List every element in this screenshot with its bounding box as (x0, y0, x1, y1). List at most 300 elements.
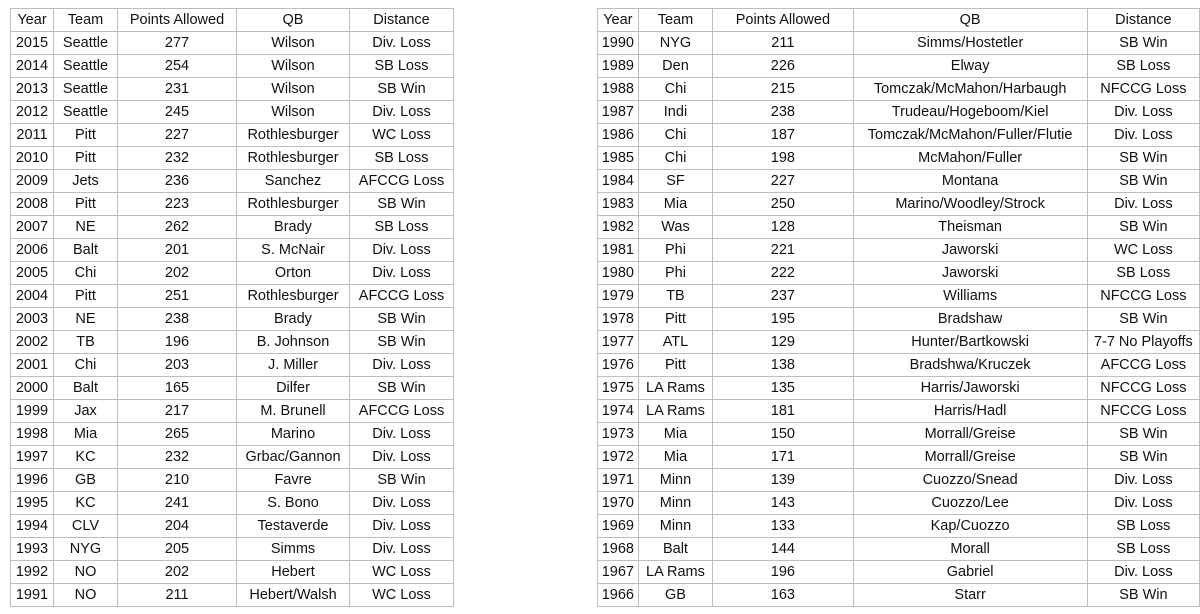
points-allowed-cell: 227 (713, 170, 853, 193)
table-row (598, 193, 1200, 216)
distance-cell: Div. Loss (350, 262, 454, 285)
table-row (11, 308, 454, 331)
points-allowed-cell: 133 (713, 515, 853, 538)
year-cell: 1992 (11, 561, 54, 584)
qb-cell: Simms/Hostetler (853, 32, 1087, 55)
year-cell: 1993 (11, 538, 54, 561)
team-cell: Minn (638, 492, 713, 515)
qb-cell: B. Johnson (237, 331, 350, 354)
distance-cell: SB Loss (1087, 55, 1199, 78)
left-table-header (11, 9, 454, 32)
header-distance: Distance (1087, 9, 1199, 32)
points-allowed-cell: 202 (118, 561, 237, 584)
year-cell: 1988 (598, 78, 639, 101)
distance-cell: SB Win (350, 377, 454, 400)
qb-cell: Jaworski (853, 262, 1087, 285)
header-year: Year (598, 9, 639, 32)
distance-cell: SB Loss (350, 55, 454, 78)
team-cell: Pitt (638, 308, 713, 331)
points-allowed-cell: 128 (713, 216, 853, 239)
table-row (11, 101, 454, 124)
table-row (11, 469, 454, 492)
team-cell: Was (638, 216, 713, 239)
qb-cell: Marino (237, 423, 350, 446)
team-cell: LA Rams (638, 561, 713, 584)
distance-cell: Div. Loss (350, 538, 454, 561)
header-team: Team (638, 9, 713, 32)
year-cell: 1979 (598, 285, 639, 308)
year-cell: 2009 (11, 170, 54, 193)
table-row (598, 538, 1200, 561)
points-allowed-cell: 195 (713, 308, 853, 331)
qb-cell: S. Bono (237, 492, 350, 515)
points-allowed-cell: 211 (713, 32, 853, 55)
distance-cell: SB Win (350, 193, 454, 216)
qb-cell: Hebert/Walsh (237, 584, 350, 607)
distance-cell: WC Loss (350, 124, 454, 147)
year-cell: 1995 (11, 492, 54, 515)
year-cell: 2000 (11, 377, 54, 400)
qb-cell: S. McNair (237, 239, 350, 262)
qb-cell: Harris/Hadl (853, 400, 1087, 423)
points-allowed-cell: 198 (713, 147, 853, 170)
points-allowed-cell: 135 (713, 377, 853, 400)
qb-cell: Rothlesburger (237, 193, 350, 216)
table-row (11, 32, 454, 55)
year-cell: 1968 (598, 538, 639, 561)
qb-cell: Rothlesburger (237, 124, 350, 147)
team-cell: NYG (638, 32, 713, 55)
table-row (598, 377, 1200, 400)
qb-cell: Morrall/Greise (853, 446, 1087, 469)
year-cell: 2008 (11, 193, 54, 216)
year-cell: 2006 (11, 239, 54, 262)
team-cell: Jax (54, 400, 118, 423)
points-allowed-cell: 227 (118, 124, 237, 147)
team-cell: Balt (54, 377, 118, 400)
header-points-allowed: Points Allowed (713, 9, 853, 32)
team-cell: Chi (54, 262, 118, 285)
qb-cell: Starr (853, 584, 1087, 607)
table-row (598, 262, 1200, 285)
qb-cell: Williams (853, 285, 1087, 308)
team-cell: Chi (54, 354, 118, 377)
year-cell: 2004 (11, 285, 54, 308)
team-cell: Seattle (54, 32, 118, 55)
year-cell: 1999 (11, 400, 54, 423)
qb-cell: Gabriel (853, 561, 1087, 584)
points-allowed-cell: 238 (713, 101, 853, 124)
table-row (11, 78, 454, 101)
table-row (11, 584, 454, 607)
team-cell: Phi (638, 262, 713, 285)
distance-cell: SB Win (350, 78, 454, 101)
team-cell: NYG (54, 538, 118, 561)
year-cell: 1980 (598, 262, 639, 285)
qb-cell: Rothlesburger (237, 147, 350, 170)
year-cell: 2002 (11, 331, 54, 354)
year-cell: 1996 (11, 469, 54, 492)
right-table-body (598, 32, 1200, 607)
team-cell: KC (54, 446, 118, 469)
team-cell: ATL (638, 331, 713, 354)
points-allowed-cell: 262 (118, 216, 237, 239)
team-cell: Mia (638, 446, 713, 469)
year-cell: 1981 (598, 239, 639, 262)
table-row (11, 262, 454, 285)
table-row (598, 492, 1200, 515)
year-cell: 1991 (11, 584, 54, 607)
table-row (598, 78, 1200, 101)
distance-cell: SB Win (1087, 584, 1199, 607)
points-allowed-cell: 232 (118, 147, 237, 170)
distance-cell: SB Win (350, 331, 454, 354)
points-allowed-cell: 163 (713, 584, 853, 607)
team-cell: Chi (638, 124, 713, 147)
points-allowed-cell: 251 (118, 285, 237, 308)
table-row (598, 561, 1200, 584)
year-cell: 1969 (598, 515, 639, 538)
qb-cell: Tomczak/McMahon/Fuller/Flutie (853, 124, 1087, 147)
qb-cell: Testaverde (237, 515, 350, 538)
left-table-body (11, 32, 454, 607)
points-allowed-cell: 277 (118, 32, 237, 55)
points-allowed-cell: 143 (713, 492, 853, 515)
distance-cell: WC Loss (1087, 239, 1199, 262)
points-allowed-cell: 238 (118, 308, 237, 331)
team-cell: Chi (638, 147, 713, 170)
distance-cell: Div. Loss (350, 446, 454, 469)
distance-cell: 7-7 No Playoffs (1087, 331, 1199, 354)
points-allowed-cell: 204 (118, 515, 237, 538)
distance-cell: Div. Loss (1087, 469, 1199, 492)
points-allowed-cell: 129 (713, 331, 853, 354)
right-table-header (598, 9, 1200, 32)
distance-cell: WC Loss (350, 561, 454, 584)
team-cell: Pitt (638, 354, 713, 377)
team-cell: Mia (638, 193, 713, 216)
header-points-allowed: Points Allowed (118, 9, 237, 32)
table-row (11, 377, 454, 400)
year-cell: 1967 (598, 561, 639, 584)
distance-cell: Div. Loss (350, 492, 454, 515)
distance-cell: NFCCG Loss (1087, 78, 1199, 101)
table-row (11, 561, 454, 584)
qb-cell: Brady (237, 216, 350, 239)
distance-cell: AFCCG Loss (350, 400, 454, 423)
team-cell: Seattle (54, 78, 118, 101)
distance-cell: SB Loss (1087, 515, 1199, 538)
team-cell: Indi (638, 101, 713, 124)
team-cell: Phi (638, 239, 713, 262)
team-cell: Pitt (54, 285, 118, 308)
distance-cell: Div. Loss (350, 239, 454, 262)
team-cell: NO (54, 584, 118, 607)
qb-cell: Bradshaw (853, 308, 1087, 331)
year-cell: 1989 (598, 55, 639, 78)
qb-cell: Hunter/Bartkowski (853, 331, 1087, 354)
table-row (11, 331, 454, 354)
points-allowed-cell: 215 (713, 78, 853, 101)
year-cell: 1975 (598, 377, 639, 400)
table-row (11, 147, 454, 170)
table-row (598, 354, 1200, 377)
year-cell: 1978 (598, 308, 639, 331)
year-cell: 1973 (598, 423, 639, 446)
qb-cell: M. Brunell (237, 400, 350, 423)
table-row (598, 216, 1200, 239)
year-cell: 2014 (11, 55, 54, 78)
team-cell: Minn (638, 469, 713, 492)
table-row (11, 354, 454, 377)
qb-cell: Bradshwa/Kruczek (853, 354, 1087, 377)
team-cell: Mia (54, 423, 118, 446)
year-cell: 1990 (598, 32, 639, 55)
qb-cell: Montana (853, 170, 1087, 193)
team-cell: Mia (638, 423, 713, 446)
team-cell: GB (638, 584, 713, 607)
year-cell: 1997 (11, 446, 54, 469)
right-stats-table (597, 8, 1200, 607)
table-row (598, 124, 1200, 147)
team-cell: NE (54, 308, 118, 331)
distance-cell: Div. Loss (1087, 101, 1199, 124)
qb-cell: Wilson (237, 55, 350, 78)
table-row (598, 170, 1200, 193)
points-allowed-cell: 181 (713, 400, 853, 423)
distance-cell: Div. Loss (1087, 492, 1199, 515)
qb-cell: Theisman (853, 216, 1087, 239)
distance-cell: SB Win (350, 308, 454, 331)
year-cell: 2011 (11, 124, 54, 147)
qb-cell: Grbac/Gannon (237, 446, 350, 469)
team-cell: NO (54, 561, 118, 584)
distance-cell: SB Win (1087, 216, 1199, 239)
table-row (598, 101, 1200, 124)
distance-cell: Div. Loss (350, 354, 454, 377)
left-stats-table (10, 8, 454, 607)
distance-cell: AFCCG Loss (1087, 354, 1199, 377)
year-cell: 1983 (598, 193, 639, 216)
distance-cell: AFCCG Loss (350, 285, 454, 308)
year-cell: 1998 (11, 423, 54, 446)
year-cell: 1987 (598, 101, 639, 124)
qb-cell: Rothlesburger (237, 285, 350, 308)
year-cell: 1970 (598, 492, 639, 515)
table-row (598, 423, 1200, 446)
table-row (11, 239, 454, 262)
year-cell: 1985 (598, 147, 639, 170)
points-allowed-cell: 250 (713, 193, 853, 216)
year-cell: 1986 (598, 124, 639, 147)
header-row (11, 9, 454, 32)
points-allowed-cell: 205 (118, 538, 237, 561)
table-row (598, 285, 1200, 308)
points-allowed-cell: 138 (713, 354, 853, 377)
table-row (11, 446, 454, 469)
qb-cell: Cuozzo/Snead (853, 469, 1087, 492)
table-row (11, 285, 454, 308)
year-cell: 2012 (11, 101, 54, 124)
qb-cell: Tomczak/McMahon/Harbaugh (853, 78, 1087, 101)
qb-cell: Orton (237, 262, 350, 285)
team-cell: Seattle (54, 101, 118, 124)
distance-cell: SB Loss (350, 147, 454, 170)
points-allowed-cell: 139 (713, 469, 853, 492)
team-cell: GB (54, 469, 118, 492)
points-allowed-cell: 254 (118, 55, 237, 78)
qb-cell: Trudeau/Hogeboom/Kiel (853, 101, 1087, 124)
table-row (598, 308, 1200, 331)
points-allowed-cell: 150 (713, 423, 853, 446)
table-row (11, 124, 454, 147)
header-distance: Distance (350, 9, 454, 32)
distance-cell: NFCCG Loss (1087, 400, 1199, 423)
team-cell: Chi (638, 78, 713, 101)
points-allowed-cell: 171 (713, 446, 853, 469)
team-cell: LA Rams (638, 400, 713, 423)
qb-cell: J. Miller (237, 354, 350, 377)
table-row (598, 147, 1200, 170)
year-cell: 1977 (598, 331, 639, 354)
distance-cell: SB Win (1087, 32, 1199, 55)
table-row (598, 515, 1200, 538)
qb-cell: Brady (237, 308, 350, 331)
points-allowed-cell: 201 (118, 239, 237, 262)
year-cell: 2003 (11, 308, 54, 331)
points-allowed-cell: 196 (713, 561, 853, 584)
distance-cell: Div. Loss (1087, 561, 1199, 584)
header-qb: QB (853, 9, 1087, 32)
distance-cell: Div. Loss (350, 515, 454, 538)
qb-cell: Wilson (237, 32, 350, 55)
team-cell: Jets (54, 170, 118, 193)
points-allowed-cell: 187 (713, 124, 853, 147)
points-allowed-cell: 265 (118, 423, 237, 446)
table-row (11, 193, 454, 216)
table-row (11, 55, 454, 78)
year-cell: 1974 (598, 400, 639, 423)
qb-cell: Simms (237, 538, 350, 561)
qb-cell: Wilson (237, 78, 350, 101)
header-qb: QB (237, 9, 350, 32)
year-cell: 2013 (11, 78, 54, 101)
table-row (11, 400, 454, 423)
qb-cell: Hebert (237, 561, 350, 584)
distance-cell: SB Win (1087, 147, 1199, 170)
table-row (11, 515, 454, 538)
year-cell: 2015 (11, 32, 54, 55)
team-cell: Minn (638, 515, 713, 538)
team-cell: Pitt (54, 124, 118, 147)
year-cell: 2010 (11, 147, 54, 170)
year-cell: 2007 (11, 216, 54, 239)
qb-cell: Morall (853, 538, 1087, 561)
table-row (598, 400, 1200, 423)
qb-cell: Kap/Cuozzo (853, 515, 1087, 538)
distance-cell: SB Loss (1087, 262, 1199, 285)
qb-cell: Wilson (237, 101, 350, 124)
distance-cell: Div. Loss (350, 32, 454, 55)
points-allowed-cell: 221 (713, 239, 853, 262)
table-row (11, 492, 454, 515)
team-cell: TB (638, 285, 713, 308)
qb-cell: Elway (853, 55, 1087, 78)
table-row (598, 584, 1200, 607)
team-cell: CLV (54, 515, 118, 538)
qb-cell: Jaworski (853, 239, 1087, 262)
distance-cell: WC Loss (350, 584, 454, 607)
header-row (598, 9, 1200, 32)
team-cell: Pitt (54, 193, 118, 216)
distance-cell: SB Loss (1087, 538, 1199, 561)
team-cell: TB (54, 331, 118, 354)
distance-cell: SB Win (1087, 170, 1199, 193)
points-allowed-cell: 165 (118, 377, 237, 400)
table-row (598, 331, 1200, 354)
table-row (11, 216, 454, 239)
distance-cell: NFCCG Loss (1087, 377, 1199, 400)
team-cell: Balt (638, 538, 713, 561)
team-cell: NE (54, 216, 118, 239)
qb-cell: McMahon/Fuller (853, 147, 1087, 170)
distance-cell: Div. Loss (1087, 124, 1199, 147)
qb-cell: Favre (237, 469, 350, 492)
table-row (598, 32, 1200, 55)
table-row (598, 55, 1200, 78)
year-cell: 1966 (598, 584, 639, 607)
distance-cell: SB Win (1087, 423, 1199, 446)
year-cell: 1994 (11, 515, 54, 538)
table-row (598, 446, 1200, 469)
points-allowed-cell: 232 (118, 446, 237, 469)
points-allowed-cell: 210 (118, 469, 237, 492)
qb-cell: Cuozzo/Lee (853, 492, 1087, 515)
points-allowed-cell: 245 (118, 101, 237, 124)
points-allowed-cell: 211 (118, 584, 237, 607)
points-allowed-cell: 217 (118, 400, 237, 423)
distance-cell: AFCCG Loss (350, 170, 454, 193)
year-cell: 1976 (598, 354, 639, 377)
year-cell: 2001 (11, 354, 54, 377)
points-allowed-cell: 241 (118, 492, 237, 515)
qb-cell: Dilfer (237, 377, 350, 400)
distance-cell: SB Loss (350, 216, 454, 239)
table-row (598, 239, 1200, 262)
team-cell: Pitt (54, 147, 118, 170)
year-cell: 1982 (598, 216, 639, 239)
team-cell: Den (638, 55, 713, 78)
qb-cell: Morrall/Greise (853, 423, 1087, 446)
team-cell: LA Rams (638, 377, 713, 400)
team-cell: Balt (54, 239, 118, 262)
header-team: Team (54, 9, 118, 32)
distance-cell: SB Win (1087, 308, 1199, 331)
points-allowed-cell: 231 (118, 78, 237, 101)
points-allowed-cell: 144 (713, 538, 853, 561)
team-cell: Seattle (54, 55, 118, 78)
table-row (11, 423, 454, 446)
points-allowed-cell: 237 (713, 285, 853, 308)
team-cell: KC (54, 492, 118, 515)
year-cell: 1971 (598, 469, 639, 492)
qb-cell: Sanchez (237, 170, 350, 193)
table-row (11, 170, 454, 193)
points-allowed-cell: 203 (118, 354, 237, 377)
qb-cell: Harris/Jaworski (853, 377, 1087, 400)
points-allowed-cell: 236 (118, 170, 237, 193)
distance-cell: SB Win (1087, 446, 1199, 469)
